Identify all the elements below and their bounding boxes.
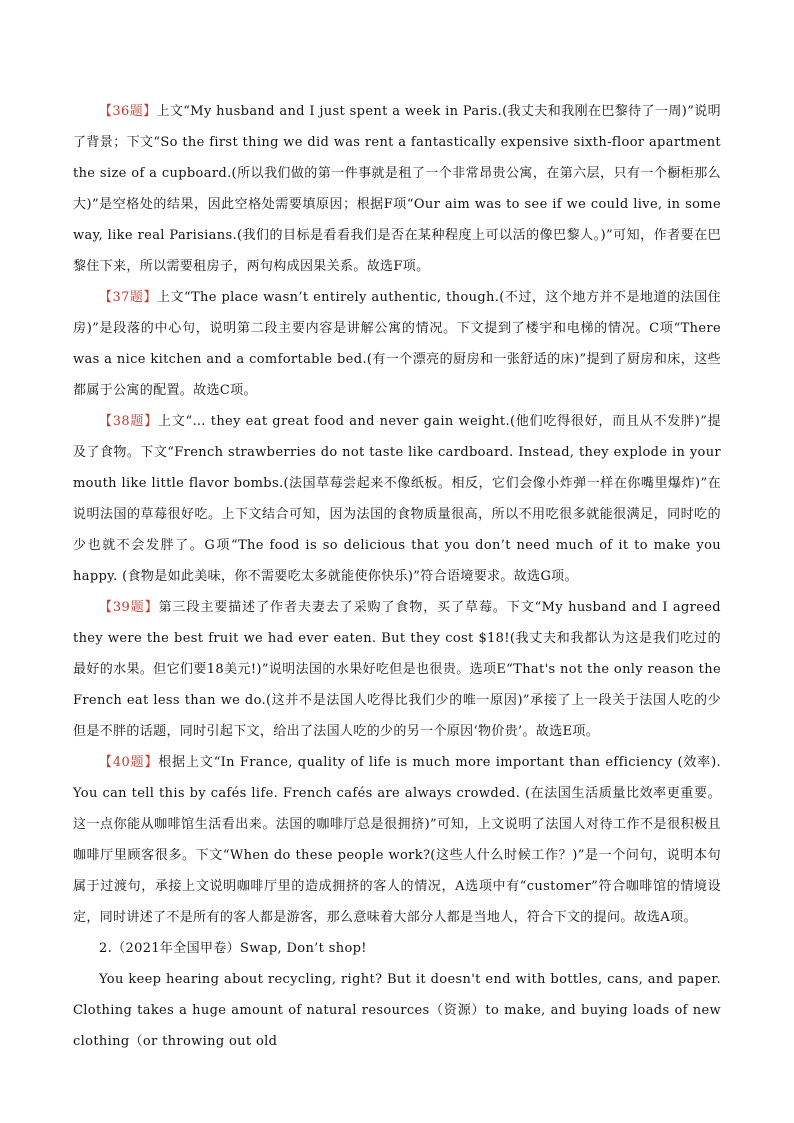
- answer-40-paragraph: [73, 747, 721, 933]
- answer-36-tag: 【36题】: [99, 104, 157, 119]
- answer-39-text: 第三段主要描述了作者夫妻去了采购了食物，买了草莓。下文“My husband and I agreed they were the best fruit we had ever eaten. But they cost $18!(我丈夫和我都认为这是我们吃过的最好的水果。但它们要18美元!)”说明法国的水果好吃但是也很贵。选项E“That's not the only reason the French eat less than we do.(这并不是法国人吃得比我们少的唯一原因)”承接了上一段关于法国人吃的少但是不胖的话题，同时引起下文，给出了法国人吃的少的另一个原因‘物价贵’。故选E项。: [73, 600, 721, 739]
- document-page: [73, 96, 721, 1057]
- answer-40-text: 根据上文“In France, quality of life is much more important than efficiency (效率). You can tell this by cafés life. French cafés are always crowded. (在法国生活质量比效率更重要。这一点你能从咖啡馆生活看出来。法国的咖啡厅总是很拥挤)”可知，上文说明了法国人对待工作不是很积极且咖啡厅里顾客很多。下文“When do these people work?(这些人什么时候工作？)”是一个问句，说明本句属于过渡句，承接上文说明咖啡厅里的造成拥挤的客人的情况，A选项中有“customer”符合咖啡馆的情境设定，同时讲述了不是所有的客人都是游客，那么意味着大部分人都是当地人，符合下文的提问。故选A项。: [73, 755, 721, 925]
- answer-38-tag: 【38题】: [99, 414, 158, 429]
- answer-36-text: 上文“My husband and I just spent a week in Paris.(我丈夫和我刚在巴黎待了一周)”说明了背景；下文“So the first thing we did was rent a fantastically expensive sixth-floor apartment the size of a cupboard.(所以我们做的第一件事就是租了一个非常昂贵公寓，在第六层，只有一个橱柜那么大)”是空格处的结果，因此空格处需要填原因；根据F项“Our aim was to see if we could live, in some way, like real Parisians.(我们的目标是看看我们是否在某种程度上可以活的像巴黎人。)”可知，作者要在巴黎住下来，所以需要租房子，两句构成因果关系。故选F项。: [73, 104, 721, 274]
- answer-40-tag: 【40题】: [99, 755, 159, 770]
- answer-39-tag: 【39题】: [99, 600, 159, 615]
- answer-38-text: 上文“… they eat great food and never gain weight.(他们吃得很好，而且从不发胖)”提及了食物。下文“French strawberries do not taste like cardboard. Instead, they explode in your mouth like little flavor bombs.(法国草莓尝起来不像纸板。相反，它们会像小炸弹一样在你嘴里爆炸)”在说明法国的草莓很好吃。上下文结合可知，因为法国的食物质量很高，所以不用吃很多就能很满足，同时吃的少也就不会发胖了。G项“The food is so delicious that you don’t need much of it to make you happy. (食物是如此美味，你不需要吃太多就能使你快乐)”符合语境要求。故选G项。: [73, 414, 721, 584]
- question-2-heading: 2.（2021年全国甲卷）Swap, Don’t shop!: [99, 941, 367, 956]
- answer-37-text: 上文“The place wasn’t entirely authentic, though.(不过，这个地方并不是地道的法国住房)”是段落的中心句，说明第二段主要内容是讲解公寓的情况。下文提到了楼宇和电梯的情况。C项“There was a nice kitchen and a comfortable bed.(有一个漂亮的厨房和一张舒适的床)”提到了厨房和床，这些都属于公寓的配置。故选C项。: [73, 290, 721, 398]
- answer-37-tag: 【37题】: [99, 290, 157, 305]
- answer-36-paragraph: [73, 96, 721, 282]
- answer-37-paragraph: [73, 282, 721, 406]
- answer-39-paragraph: [73, 592, 721, 747]
- answer-38-paragraph: [73, 406, 721, 592]
- question-2-passage: You keep hearing about recycling, right? But it doesn't end with bottles, cans, and paper. Clothing takes a huge amount of natural resources（资源）to make, and buying loads of new clothing（or throwing out old: [73, 972, 721, 1049]
